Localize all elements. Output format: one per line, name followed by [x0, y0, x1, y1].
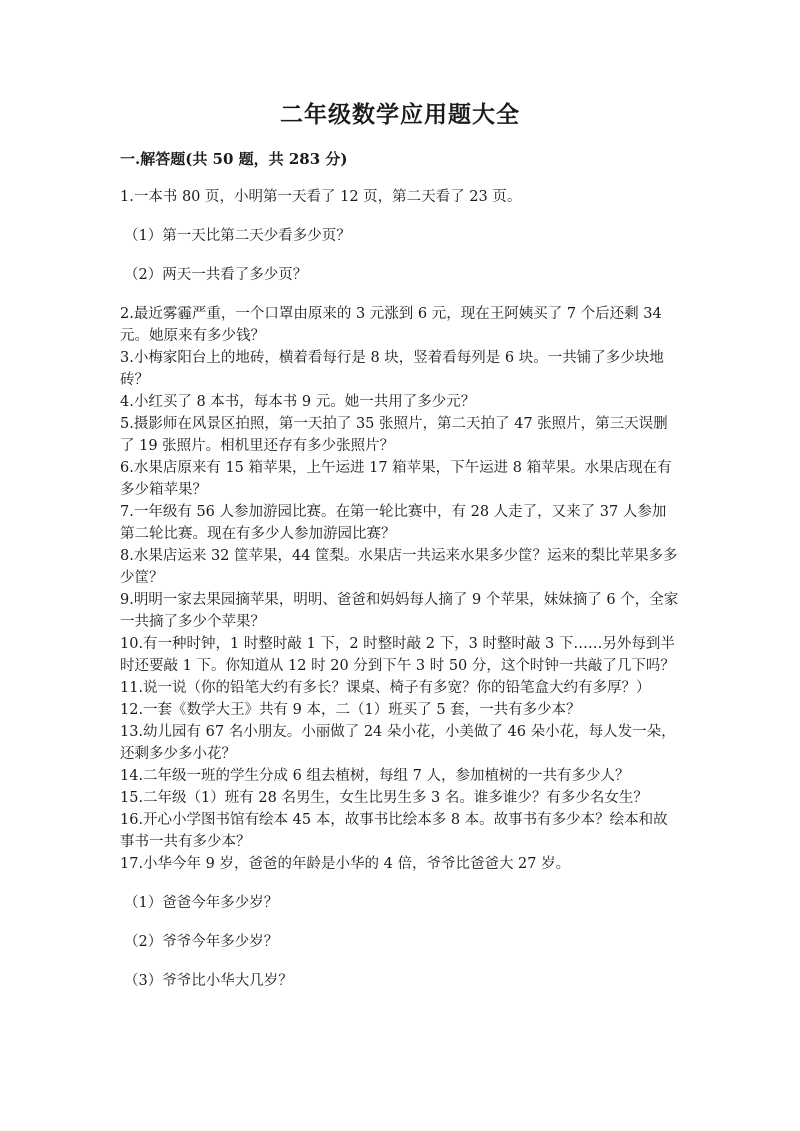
question-11: 11.说一说（你的铅笔大约有多长？课桌、椅子有多宽？你的铅笔盒大约有多厚？） [120, 680, 651, 696]
question-4: 4.小红买了 8 本书，每本书 9 元。她一共用了多少元？ [120, 394, 476, 410]
question-17: 17.小华今年 9 岁，爸爸的年龄是小华的 4 倍，爷爷比爸爸大 27 岁。 [120, 856, 571, 872]
page-title: 二年级数学应用题大全 [280, 101, 520, 128]
question-3: 3.小梅家阳台上的地砖，横着看每行是 8 块，竖着看每列是 6 块。一共铺了多少块地砖？ [120, 350, 664, 388]
question-15: 15.二年级（1）班有 28 名男生，女生比男生多 3 名。谁多谁少？有多少名女生？ [120, 790, 648, 806]
question-6: 6.水果店原来有 15 箱苹果，上午运进 17 箱苹果，下午运进 8 箱苹果。水果店现在有多少箱苹果？ [120, 460, 672, 498]
question-17-part-3: （3）爷爷比小华大几岁？ [124, 973, 293, 989]
question-17-part-1: （1）爸爸今年多少岁？ [124, 895, 279, 911]
section-heading: 一.解答题(共 50 题，共 283 分) [120, 150, 348, 168]
question-10: 10.有一种时钟，1 时整时敲 1 下，2 时整时敲 2 下，3 时整时敲 3 下……另外每到半时还要敲 1 下。你知道从 12 时 20 分到下午 3 时 50 分，这个时钟一共敲了几下吗？ [120, 636, 675, 674]
question-8: 8.水果店运来 32 筐苹果，44 筐梨。水果店一共运来水果多少筐？运来的梨比苹果多多少筐？ [120, 548, 678, 586]
question-7: 7.一年级有 56 人参加游园比赛。在第一轮比赛中，有 28 人走了，又来了 37 人参加第二轮比赛。现在有多少人参加游园比赛？ [120, 504, 667, 542]
question-1-part-2: （2）两天一共看了多少页？ [124, 267, 308, 283]
question-1-part-1: （1）第一天比第二天少看多少页？ [124, 228, 351, 244]
question-5: 5.摄影师在风景区拍照，第一天拍了 35 张照片，第二天拍了 47 张照片，第三天误删了 19 张照片。相机里还存有多少张照片？ [120, 416, 668, 454]
question-2: 2.最近雾霾严重，一个口罩由原来的 3 元涨到 6 元，现在王阿姨买了 7 个后还剩 34 元。她原来有多少钱？ [120, 306, 662, 344]
question-17-part-2: （2）爷爷今年多少岁？ [124, 934, 279, 950]
question-9: 9.明明一家去果园摘苹果，明明、爸爸和妈妈每人摘了 9 个苹果，妹妹摘了 6 个，全家一共摘了多少个苹果？ [120, 592, 679, 630]
question-16: 16.开心小学图书馆有绘本 45 本，故事书比绘本多 8 本。故事书有多少本？绘本和故事书一共有多少本？ [120, 812, 668, 850]
question-12: 12.一套《数学大王》共有 9 本，二（1）班买了 5 套，一共有多少本？ [120, 702, 581, 718]
question-1: 1.一本书 80 页，小明第一天看了 12 页，第二天看了 23 页。 [120, 189, 522, 205]
question-14: 14.二年级一班的学生分成 6 组去植树，每组 7 人，参加植树的一共有多少人？ [120, 768, 630, 784]
question-13: 13.幼儿园有 67 名小朋友。小丽做了 24 朵小花，小美做了 46 朵小花，每人发一朵，还剩多少多小花？ [120, 724, 676, 762]
question-list [120, 186, 680, 992]
